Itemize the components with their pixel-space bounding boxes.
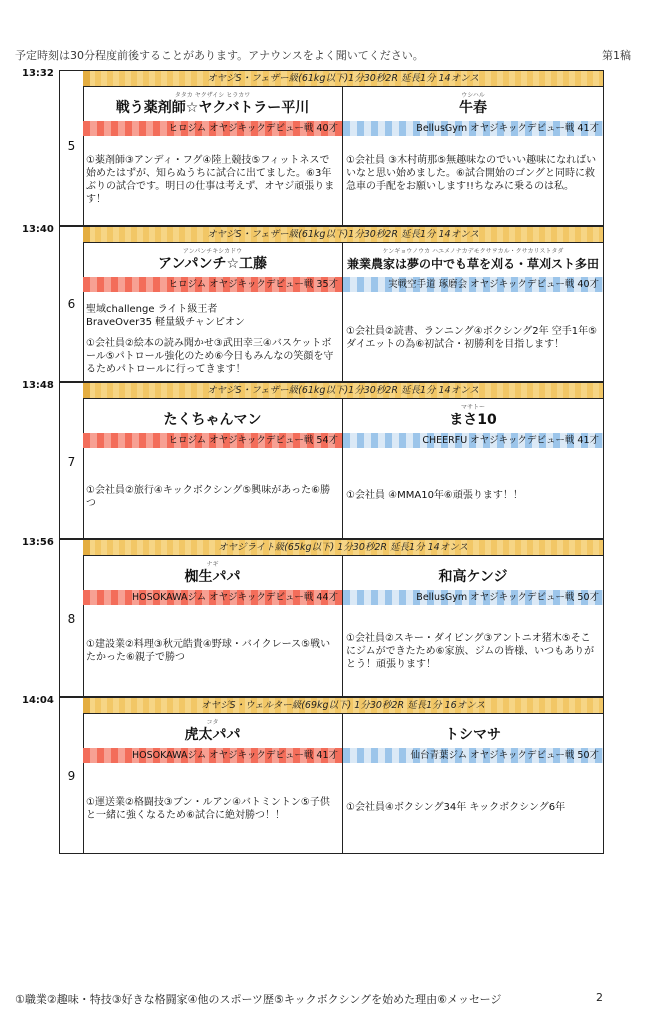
fighter-ruby: タタカ ヤクザイシ ヒラカワ xyxy=(174,92,251,98)
fighter-info-bar: ヒロジム オヤジキックデビュー戦 54才 xyxy=(83,433,342,448)
banner-corner xyxy=(83,71,90,86)
bout-time: 13:48 xyxy=(22,380,54,391)
bout-time: 13:32 xyxy=(22,68,54,79)
fighter-info-bar: ヒロジム オヤジキックデビュー戦 35才 xyxy=(83,277,342,292)
fighter-titles: 聖域challenge ライト級王者 BraveOver35 軽量級チャンピオン xyxy=(86,304,245,328)
banner-corner xyxy=(83,540,90,555)
banner-corner xyxy=(83,698,90,713)
fighter-ruby: ケンギョウノウカ ハユメノナカデモクサヲカル・クサカリストタダ xyxy=(382,248,564,254)
bout-time: 14:04 xyxy=(22,695,54,706)
fighter-info-bar: BellusGym オヤジキックデビュー戦 41才 xyxy=(343,121,603,136)
bout-time: 13:56 xyxy=(22,537,54,548)
schedule-note: 予定時刻は30分程度前後することがあります。アナウンスをよく聞いてください。 xyxy=(15,49,424,62)
fighter-ruby: ウシハル xyxy=(461,92,485,98)
bout-number: 6 xyxy=(67,297,76,311)
bout-frame xyxy=(59,539,604,697)
bout-number-column xyxy=(60,227,84,381)
bout-frame xyxy=(59,697,604,854)
weight-class-banner: オヤジS・フェザー級(61kg以下)1分30秒2R 延長1分 14オンス xyxy=(83,227,603,243)
bout-frame xyxy=(59,226,604,382)
blue-corner xyxy=(343,243,603,381)
bout-number: 7 xyxy=(67,455,76,469)
bout-time: 13:40 xyxy=(22,224,54,235)
red-corner xyxy=(83,714,343,853)
banner-corner xyxy=(83,227,90,242)
bout-number-column xyxy=(60,71,84,225)
red-corner xyxy=(83,556,343,696)
page-number: 2 xyxy=(596,991,603,1004)
blue-corner xyxy=(343,87,603,225)
fighter-profile: ①運送業②格闘技③ブン・ルアン④バトミントン⑤子供と一緒に強くなるため⑥試合に絶対勝つ！！ xyxy=(86,797,330,821)
bout-frame xyxy=(59,70,604,226)
fighter-name: 虎太パパ xyxy=(184,727,241,743)
bout-frame xyxy=(59,382,604,539)
fighter-ruby: コタ xyxy=(206,719,219,725)
bout-number-column xyxy=(60,540,84,696)
fighter-profile: ①会社員②読書、ランニング④ボクシング2年 空手1年⑤ダイエットの為⑥初試合・初勝利を目指します！ xyxy=(346,326,598,350)
fighter-info-bar: 実戦空手道 琢磨会 オヤジキックデビュー戦 40才 xyxy=(343,277,603,292)
fighter-profile: ①会社員②絵本の読み聞かせ③武田幸三④バスケットボール⑤パトロール強化のため⑥今日もみんなの笑顔を守るためパトロールに行ってきます！ xyxy=(86,338,334,375)
fighter-ruby: ナギ xyxy=(206,561,219,567)
blue-corner xyxy=(343,399,603,538)
fighter-name: 牛春 xyxy=(459,100,487,116)
fighter-name: 兼業農家は夢の中でも草を刈る・草刈スト多田 xyxy=(346,257,599,271)
fighter-name: 和高ケンジ xyxy=(438,569,508,585)
bout-number: 9 xyxy=(67,769,76,783)
fighter-info-bar: HOSOKAWAジム オヤジキックデビュー戦 41才 xyxy=(83,748,342,763)
fighter-profile: ①建設業②料理③秋元皓貴④野球・バイクレース⑤戦いたかった⑥親子で勝つ xyxy=(86,639,331,663)
fighter-info-bar: HOSOKAWAジム オヤジキックデビュー戦 44才 xyxy=(83,590,342,605)
fighter-profile: ①会社員②スキー・ダイビング③アントニオ猪木⑤そこにジムができたため⑥家族、ジムの皆様、いつもありがとう！頑張ります！ xyxy=(346,633,595,670)
draft-label: 第1稿 xyxy=(602,49,631,62)
bout-number-column xyxy=(60,383,84,538)
bout-number: 5 xyxy=(67,139,76,153)
fighter-profile: ①会社員④ボクシング34年 キックボクシング6年 xyxy=(346,802,566,813)
weight-class-banner: オヤジライト級(65kg以下) 1分30秒2R 延長1分 14オンス xyxy=(83,540,603,556)
weight-class-banner: オヤジS・フェザー級(61kg以下)1分30秒2R 延長1分 14オンス xyxy=(83,71,603,87)
fighter-name: 椥生パパ xyxy=(184,569,241,585)
blue-corner xyxy=(343,556,603,696)
fighter-profile: ①会社員②旅行④キックボクシング⑤興味があった⑥勝つ xyxy=(86,485,331,509)
fighter-profile: ①会社員 ④MMA10年⑥頑張ります！！ xyxy=(346,490,523,501)
fighter-profile: ①会社員 ③木村萌那⑤無趣味なのでいい趣味になればいいなと思い始めました。⑥試合開始のゴングと同時に救急車の手配をお願いします!!ちなみに乗るのは私。 xyxy=(346,155,597,192)
fighter-name: まさ10 xyxy=(449,412,497,428)
fighter-name: トシマサ xyxy=(445,727,501,743)
fighter-profile: ①薬剤師③アンディ・フグ④陸上競技⑤フィットネスで始めたはずが、知らぬうちに試合に出てました。⑥3年ぶりの試合です。明日の仕事は考えず、オヤジ頑張ります！ xyxy=(86,155,335,205)
profile-legend: ①職業②趣味・特技③好きな格闘家④他のスポーツ歴⑤キックボクシングを始めた理由⑥メッセージ xyxy=(15,993,502,1006)
weight-class-banner: オヤジS・フェザー級(61kg以下)1分30秒2R 延長1分 14オンス xyxy=(83,383,603,399)
bout-number: 8 xyxy=(67,612,76,626)
fighter-ruby: アンパンチキシカドウ xyxy=(182,248,243,254)
banner-corner xyxy=(83,383,90,398)
blue-corner xyxy=(343,714,603,853)
fighter-name: 戦う薬剤師☆ヤクバトラー平川 xyxy=(115,100,310,116)
bout-number-column xyxy=(60,698,84,853)
weight-class-banner: オヤジS・ウェルター級(69kg以下) 1分30秒2R 延長1分 16オンス xyxy=(83,698,603,714)
fighter-name: たくちゃんマン xyxy=(163,412,262,428)
red-corner xyxy=(83,399,343,538)
fighter-info-bar: BellusGym オヤジキックデビュー戦 50才 xyxy=(343,590,603,605)
red-corner xyxy=(83,87,343,225)
fighter-info-bar: ヒロジム オヤジキックデビュー戦 40才 xyxy=(83,121,342,136)
red-corner xyxy=(83,243,343,381)
fighter-ruby: マサトー xyxy=(460,404,485,410)
fighter-info-bar: 仙台青葉ジム オヤジキックデビュー戦 50才 xyxy=(343,748,603,763)
fighter-info-bar: CHEERFU オヤジキックデビュー戦 41才 xyxy=(343,433,603,448)
fighter-name: アンパンチ☆工藤 xyxy=(157,256,267,272)
